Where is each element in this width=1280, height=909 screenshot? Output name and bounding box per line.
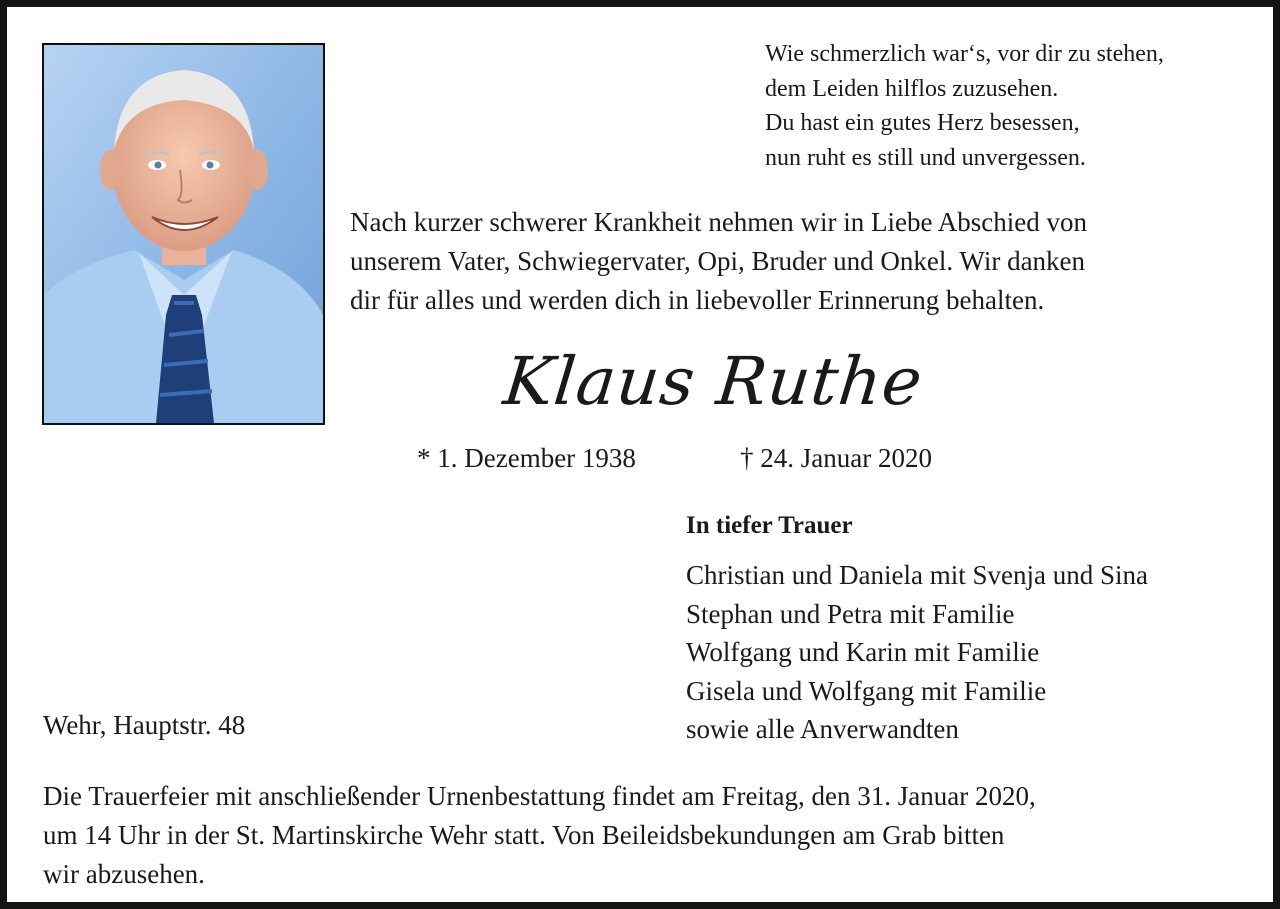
notice-line: um 14 Uhr in der St. Martinskirche Wehr statt. Von Beileidsbekundungen am Grab bitten <box>43 820 1005 850</box>
mourner-line: sowie alle Anverwandten <box>686 714 959 744</box>
poem-line: nun ruht es still und unvergessen. <box>765 144 1086 171</box>
notice-line: wir abzusehen. <box>43 859 205 889</box>
poem <box>765 37 1265 175</box>
intro-line: dir für alles und werden dich in liebevoller Erinnerung behalten. <box>350 285 1045 315</box>
deceased-name: Klaus Ruthe <box>500 343 927 420</box>
poem-line: Wie schmerzlich war‘s, vor dir zu stehen, <box>765 41 1164 67</box>
poem-line: Du hast ein gutes Herz besessen, <box>765 110 1080 136</box>
portrait-image <box>44 45 323 423</box>
mourners-heading: In tiefer Trauer <box>686 512 853 539</box>
mourner-line: Christian und Daniela mit Svenja und Sina <box>686 560 1148 590</box>
address: Wehr, Hauptstr. 48 <box>43 710 246 740</box>
poem-line: dem Leiden hilflos zuzusehen. <box>765 75 1059 102</box>
intro-line: Nach kurzer schwerer Krankheit nehmen wir in Liebe Abschied von <box>350 207 1087 237</box>
intro-line: unserem Vater, Schwiegervater, Opi, Bruder und Onkel. Wir danken <box>350 246 1086 276</box>
mourner-line: Stephan und Petra mit Familie <box>686 598 1015 629</box>
mourner-line: Gisela und Wolfgang mit Familie <box>686 675 1047 706</box>
funeral-notice <box>43 777 1263 894</box>
portrait-photo <box>42 43 325 425</box>
notice-line: Die Trauerfeier mit anschließender Urnenbestattung findet am Freitag, den 31. Januar 2020, <box>43 781 1036 811</box>
mourner-line: Wolfgang und Karin mit Familie <box>686 637 1040 667</box>
intro-text <box>350 203 1262 320</box>
death-date: † 24. Januar 2020 <box>740 443 932 473</box>
birth-date: * 1. Dezember 1938 <box>417 443 636 473</box>
mourners-list <box>686 556 1148 749</box>
